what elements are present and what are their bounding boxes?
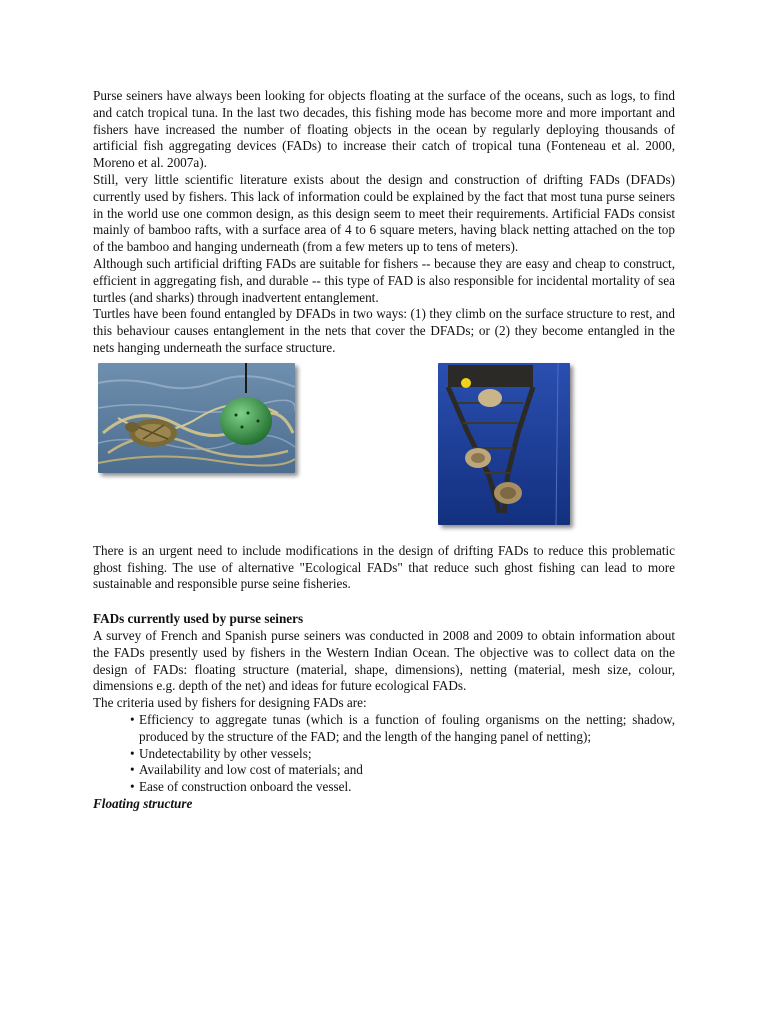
photo-entangled-turtles <box>438 363 570 525</box>
document-page <box>93 88 675 813</box>
criteria-text: Undetectability by other vessels; <box>139 745 312 761</box>
section-heading: FADs currently used by purse seiners <box>93 611 304 627</box>
paragraph-mortality: Although such artificial drifting FADs are suitable for fishers -- because they are easy and cheap to construct, efficient in aggregating fish, and durable -- this type of FAD is also responsible for incidental mortality of sea turtles (and sharks) through inadvertent entanglement. <box>93 255 675 305</box>
paragraph-literature: Still, very little scientific literature exists about the design and construction of drifting FADs (DFADs) currently used by fishers. This lack of information could be explained by the fact that most tuna purse seiners in the world use one common design, as this design seem to meet their requirements. Artificial FADs consist mainly of bamboo rafts, with a surface area of 4 to 6 square meters, having black netting attached on the top of the bamboo and hanging underneath (from a few meters up to tens of meters). <box>93 171 675 255</box>
criteria-list <box>93 712 675 796</box>
paragraph-survey: A survey of French and Spanish purse seiners was conducted in 2008 and 2009 to obtain information about the FADs presently used by fishers in the Western Indian Ocean. The objective was to collect data on the design of FADs: floating structure (material, shape, dimensions), netting (material, mesh size, colour, dimensions e.g. depth of the net) and ideas for future ecological FADs. <box>93 627 675 694</box>
bullet-icon: • <box>130 711 135 727</box>
photo-turtle-buoy <box>98 363 295 473</box>
bullet-icon: • <box>130 745 135 761</box>
paragraph-ghost-fishing: There is an urgent need to include modifications in the design of drifting FADs to reduce this problematic ghost fishing. The use of alternative "Ecological FADs" that reduce such ghost fishing can lead to more sustainable and responsible purse seine fisheries. <box>93 542 675 592</box>
bullet-icon: • <box>130 762 135 778</box>
subheading-floating-structure: Floating structure <box>93 795 193 811</box>
bullet-icon: • <box>130 779 135 795</box>
paragraph-criteria-intro: The criteria used by fishers for designing FADs are: <box>93 695 367 711</box>
criteria-text: Ease of construction onboard the vessel. <box>139 779 352 795</box>
criteria-text: Efficiency to aggregate tunas (which is a function of fouling organisms on the netting; shadow, produced by the structure of the FAD; and the length of the hanging panel of netting); <box>139 711 675 744</box>
criteria-text: Availability and low cost of materials; and <box>139 762 363 778</box>
list-item <box>130 746 675 763</box>
paragraph-entanglement: Turtles have been found entangled by DFADs in two ways: (1) they climb on the surface structure to rest, and this behaviour causes entanglement in the nets that cover the DFADs; or (2) they become entangled in the nets hanging underneath the surface structure. <box>93 306 675 355</box>
list-item <box>130 779 675 796</box>
photo-row <box>93 363 675 539</box>
list-item <box>130 762 675 779</box>
paragraph-intro: Purse seiners have always been looking for objects floating at the surface of the oceans, such as logs, to find and catch tropical tuna. In the last two decades, this fishing mode has become more and more important and fishers have increased the number of floating objects in the ocean by regularly deploying thousands of artificial fish aggregating devices (FADs) to increase their catch of tropical tuna (Fonteneau et al. 2000, Moreno et al. 2007a). <box>93 88 675 171</box>
list-item <box>130 712 675 746</box>
